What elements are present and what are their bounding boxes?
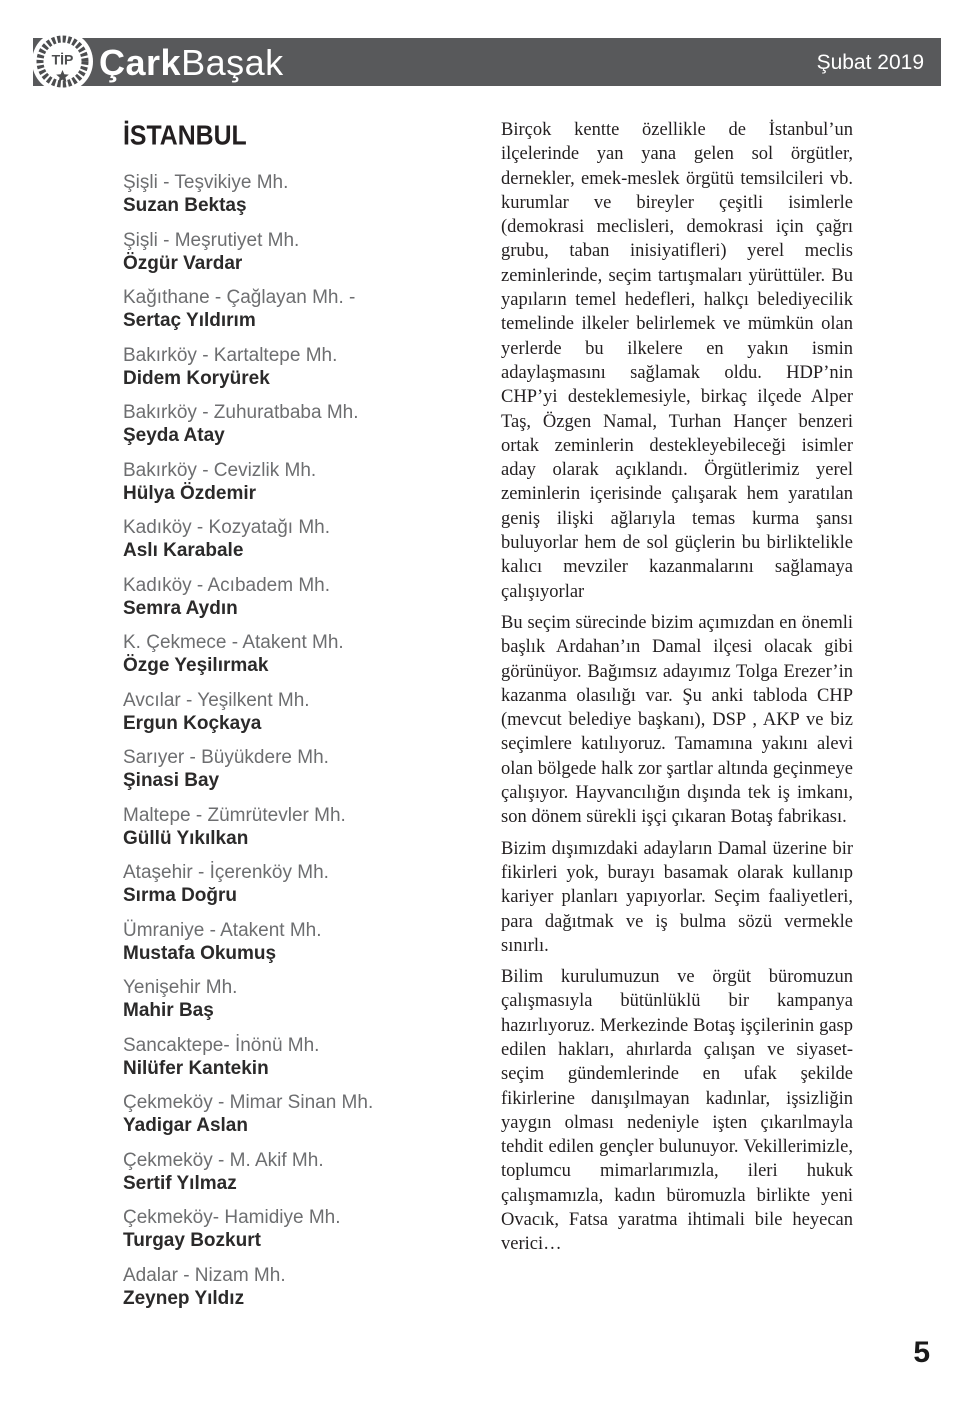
tip-logo-icon <box>32 31 93 92</box>
article-paragraph: Bizim dışımızdaki adayların Damal üzerine bir fikirleri yok, burayı basamak olarak kullanıp kariyer planları yapıyorlar. Seçim faaliyetleri, para dağıtmak ve iş bulma sözü vermekle sınırlı. <box>501 838 853 956</box>
candidate-district: Kağıthane - Çağlayan Mh. - <box>123 287 356 308</box>
candidate-name: Sırma Doğru <box>123 885 238 906</box>
candidate-district: Bakırköy - Kartaltepe Mh. <box>123 344 338 366</box>
svg-text:TİP: TİP <box>51 51 74 68</box>
masthead-bar <box>33 38 941 86</box>
candidate-entry <box>123 171 493 217</box>
article-paragraph: Bilim kurulumuzun ve örgüt büromuzun çalışmasıyla bütünlüklü bir kampanya hazırlıyoruz. Merkezinde Botaş işçilerinin gasp edilen hakları, ahırlarda çalışan ve siyaset-seçim gündemlerinde en ufak şekilde fikirlerine danışılmayan kadınlar, işsizliğin yaygın olması nedeniyle işten çıkarılmayla tehdit edilen gençler bulunuyor. Vekillerimizle, toplumcu mimarlarımızla, ileri hukuk çalışmamızla, kadın büromuzla birlikte yeni Ovacık, Fatsa yaratma ihtimali bile heyecan verici… <box>501 967 853 1255</box>
candidate-entry <box>123 1206 493 1252</box>
candidate-name: Şinasi Bay <box>123 770 220 791</box>
candidate-name: Zeynep Yıldız <box>123 1287 245 1309</box>
candidate-district: K. Çekmece - Atakent Mh. <box>123 632 344 653</box>
candidate-name: Mustafa Okumuş <box>123 942 277 964</box>
candidate-name: Aslı Karabale <box>123 540 244 561</box>
candidate-district: Bakırköy - Cevizlik Mh. <box>123 459 317 481</box>
candidate-district: Şişli - Meşrutiyet Mh. <box>123 229 300 251</box>
publication-title-bold: Çark <box>99 42 182 83</box>
candidate-entry <box>123 1264 493 1310</box>
candidate-name: Ergun Koçkaya <box>123 712 262 734</box>
candidate-entry <box>123 344 493 390</box>
issue-date: Şubat 2019 <box>816 51 924 74</box>
candidate-entry <box>123 516 493 562</box>
article-body-column <box>501 118 853 1264</box>
candidate-entry <box>123 1034 493 1080</box>
candidate-entry <box>123 919 493 965</box>
candidate-entry <box>123 689 493 735</box>
candidate-name: Suzan Bektaş <box>123 195 247 216</box>
candidate-name: Mahir Baş <box>123 1000 214 1021</box>
candidate-district: Çekmeköy - Mimar Sinan Mh. <box>123 1092 374 1113</box>
page-number: 5 <box>913 1336 930 1369</box>
candidate-entry <box>123 804 493 850</box>
candidate-entry <box>123 401 493 447</box>
candidate-district: Ataşehir - İçerenköy Mh. <box>123 862 329 883</box>
candidate-entry <box>123 459 493 505</box>
candidate-district: Maltepe - Zümrütevler Mh. <box>123 804 346 826</box>
candidate-name: Hülya Özdemir <box>123 482 257 504</box>
candidate-name: Güllü Yıkılkan <box>123 827 249 849</box>
candidate-list <box>123 171 493 1310</box>
candidate-name: Turgay Bozkurt <box>123 1230 261 1251</box>
candidate-name: Semra Aydın <box>123 597 238 619</box>
candidate-entry <box>123 1149 493 1195</box>
candidate-list-column <box>123 120 493 1321</box>
candidate-district: Sarıyer - Büyükdere Mh. <box>123 747 329 768</box>
publication-title <box>99 43 284 81</box>
candidate-name: Yadigar Aslan <box>123 1115 248 1136</box>
candidate-district: Kadıköy - Acıbadem Mh. <box>123 574 330 596</box>
candidate-name: Sertif Yılmaz <box>123 1172 237 1194</box>
candidate-name: Didem Koryürek <box>123 367 270 389</box>
candidate-name: Şeyda Atay <box>123 425 225 446</box>
section-heading-istanbul: İSTANBUL <box>123 119 247 151</box>
publication-title-light: Başak <box>181 42 284 83</box>
candidate-entry <box>123 574 493 620</box>
candidate-district: Ümraniye - Atakent Mh. <box>123 919 322 941</box>
candidate-district: Sancaktepe- İnönü Mh. <box>123 1034 320 1056</box>
candidate-entry <box>123 746 493 792</box>
candidate-name: Nilüfer Kantekin <box>123 1057 269 1079</box>
candidate-entry <box>123 631 493 677</box>
article-paragraph: Birçok kentte özellikle de İstanbul’un ilçelerinde yan yana gelen sol örgütler, dernekler, emek-meslek örgütü temsilcileri vb. kurumlar ve bireyler çeşitli isimlerle (demokrasi meclisleri, demokrasi için çağrı grubu, taban inisiyatifleri) yerel meclis zeminlerinde, seçim tartışmaları yürüttüler. Bu yapıların temel hedefleri, halkçı belediyecilik temelinde ilkeler belirlemek ve mümkün olan yerlerde bu ilkelere en yakın ismin adaylaşmasını sağlamak oldu. HDP’nin CHP’yi desteklemesiyle, birkaç ilçede Alper Taş, Özgen Namal, Turhan Hançer benzeri ortak zeminlerin destekleyebileceği isimler aday olarak açıklandı. Örgütlerimiz yerel zeminlerin içerisinde çalışarak hem yaratılan geniş ilişki ağlarıyla temas kurma şansı buluyorlar hem de sol güçlerin bu birliktelikle kalıcı mevziler kazanmalarını sağlamaya çalışıyorlar <box>501 120 853 602</box>
candidate-entry <box>123 229 493 275</box>
candidate-district: Kadıköy - Kozyatağı Mh. <box>123 517 330 538</box>
candidate-entry <box>123 1091 493 1137</box>
candidate-entry <box>123 976 493 1022</box>
candidate-entry <box>123 861 493 907</box>
candidate-district: Çekmeköy- Hamidiye Mh. <box>123 1207 341 1228</box>
candidate-entry <box>123 286 493 332</box>
candidate-district: Yenişehir Mh. <box>123 977 238 998</box>
candidate-name: Sertaç Yıldırım <box>123 310 256 331</box>
candidate-district: Avcılar - Yeşilkent Mh. <box>123 689 310 711</box>
candidate-district: Bakırköy - Zuhuratbaba Mh. <box>123 402 359 423</box>
candidate-name: Özge Yeşilırmak <box>123 655 269 676</box>
candidate-district: Çekmeköy - M. Akif Mh. <box>123 1149 324 1171</box>
tip-party-logo <box>32 31 93 92</box>
candidate-district: Şişli - Teşvikiye Mh. <box>123 172 289 193</box>
article-paragraph: Bu seçim sürecinde bizim açımızdan en önemli başlık Ardahan’ın Damal ilçesi olacak gibi görünüyor. Bağımsız adayımız Tolga Erezer’in kazanma olasılığı var. Şu anki tabloda CHP (mevcut belediye başkanı), DSP , AKP ve biz seçimlere katılıyoruz. Tamamına yakını alevi olan bölgede halk zor şartlar altında geçinmeye çalışıyor. Hayvancılığın dışında tek iş imkanı, son dönem sürekli işçi çıkaran Botaş fabrikası. <box>501 612 853 828</box>
candidate-district: Adalar - Nizam Mh. <box>123 1264 286 1286</box>
candidate-name: Özgür Vardar <box>123 252 243 274</box>
